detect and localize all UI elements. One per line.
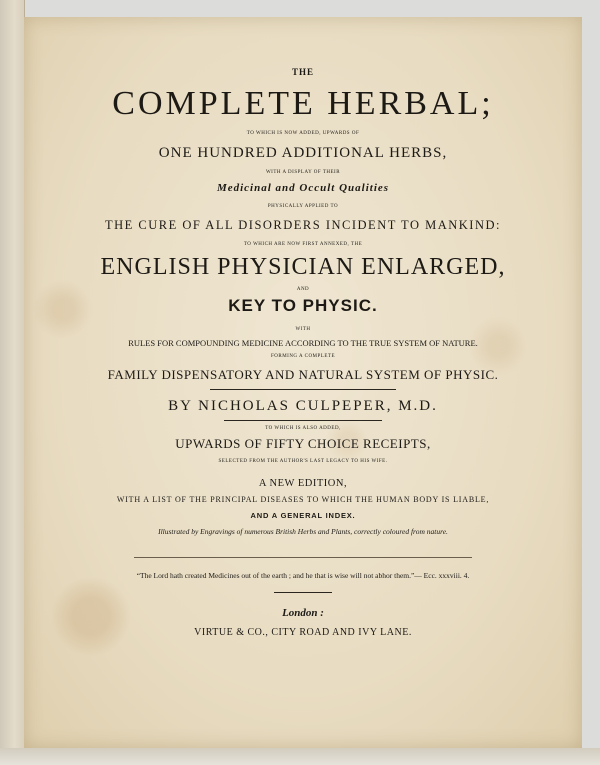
illustrated-line: Illustrated by Engravings of numerous British Herbs and Plants, correctly coloured from nature.	[158, 527, 448, 536]
first-annexed: TO WHICH ARE NOW FIRST ANNEXED, THE	[243, 242, 363, 247]
display-note: WITH A DISPLAY OF THEIR	[265, 170, 341, 175]
additional-herbs: ONE HUNDRED ADDITIONAL HERBS,	[158, 145, 448, 161]
main-title: COMPLETE HERBAL;	[112, 85, 494, 122]
book-cover-edge	[0, 0, 25, 765]
background-table	[0, 748, 600, 765]
general-index: AND A GENERAL INDEX.	[250, 511, 356, 520]
rules-line: RULES FOR COMPOUNDING MEDICINE ACCORDING TO THE TRUE SYSTEM OF NATURE.	[128, 338, 478, 348]
also-added: TO WHICH IS ALSO ADDED,	[265, 426, 341, 431]
key-to-physic: KEY TO PHYSIC.	[228, 296, 378, 315]
epigraph: “The Lord hath created Medicines out of the earth ; and he that is wise will not abhor them.”— Ecc. xxxviii. 4.	[136, 571, 470, 580]
title-page	[24, 17, 582, 748]
divider-rule	[134, 557, 472, 558]
english-physician: ENGLISH PHYSICIAN ENLARGED,	[100, 254, 506, 280]
subtitle-note: TO WHICH IS NOW ADDED, UPWARDS OF	[246, 131, 360, 136]
and-label: AND	[296, 287, 310, 292]
diseases-line: WITH A LIST OF THE PRINCIPAL DISEASES TO WHICH THE HUMAN BODY IS LIABLE,	[116, 495, 490, 504]
receipts-line: UPWARDS OF FIFTY CHOICE RECEIPTS,	[175, 436, 431, 451]
divider-rule	[224, 420, 382, 421]
forming-complete: FORMING A COMPLETE	[270, 354, 335, 359]
divider-rule	[274, 592, 332, 593]
qualities-line: Medicinal and Occult Qualities	[216, 182, 390, 194]
selected-from: SELECTED FROM THE AUTHOR'S LAST LEGACY TO HIS WIFE.	[218, 459, 388, 464]
family-dispensatory: FAMILY DISPENSATORY AND NATURAL SYSTEM OF PHYSIC.	[107, 367, 499, 382]
divider-rule	[210, 389, 396, 390]
the-label: THE	[291, 67, 314, 77]
physically-applied: PHYSICALLY APPLIED TO	[267, 204, 339, 209]
london-label: London :	[282, 607, 324, 619]
publisher: VIRTUE & CO., CITY ROAD AND IVY LANE.	[194, 627, 412, 638]
new-edition: A NEW EDITION,	[258, 478, 348, 489]
author: BY NICHOLAS CULPEPER, M.D.	[168, 398, 438, 414]
with-label: WITH	[295, 327, 311, 332]
cure-line: THE CURE OF ALL DISORDERS INCIDENT TO MANKIND:	[105, 218, 501, 232]
